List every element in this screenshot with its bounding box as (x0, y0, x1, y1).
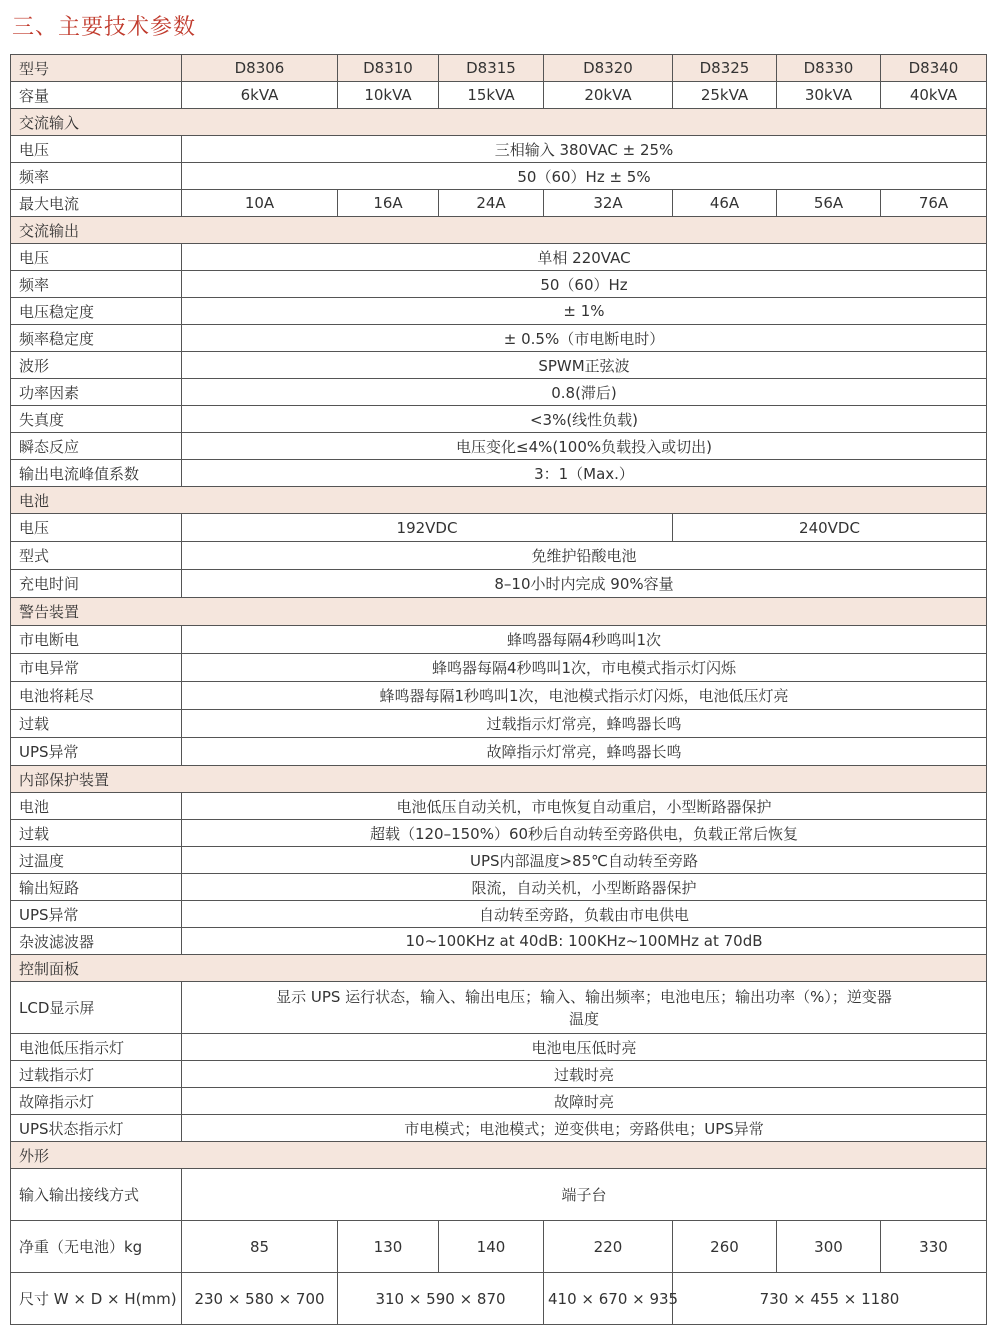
row-label: 瞬态反应 (11, 433, 182, 460)
spec-row (11, 793, 987, 820)
spec-row (11, 847, 987, 874)
row-value: 蜂鸣器每隔1秒鸣叫1次，电池模式指示灯闪烁，电池低压灯亮 (182, 682, 987, 710)
section-battery (11, 487, 987, 514)
section-heading: 内部保护装置 (11, 766, 987, 793)
row-label: 过温度 (11, 847, 182, 874)
size-cell: 730 × 455 × 1180 (673, 1273, 987, 1325)
spec-table (10, 54, 987, 1325)
row-label: 波形 (11, 352, 182, 379)
current-cell: 32A (544, 190, 673, 217)
weight-cell: 260 (673, 1221, 777, 1273)
row-label: 失真度 (11, 406, 182, 433)
row-value: 过载时亮 (182, 1061, 987, 1088)
current-cell: 16A (338, 190, 439, 217)
spec-row (11, 1088, 987, 1115)
row-label: 市电异常 (11, 654, 182, 682)
battery-voltage-row (11, 514, 987, 542)
spec-row (11, 901, 987, 928)
row-value: 50（60）Hz (182, 271, 987, 298)
section-appearance (11, 1142, 987, 1169)
row-value: 市电模式；电池模式；逆变供电；旁路供电；UPS异常 (182, 1115, 987, 1142)
weight-cell: 330 (881, 1221, 987, 1273)
spec-row (11, 928, 987, 955)
row-label: 电池 (11, 793, 182, 820)
weight-cell: 300 (777, 1221, 881, 1273)
capacity-cell: 20kVA (544, 82, 673, 109)
row-value: 0.8(滞后) (182, 379, 987, 406)
row-value: 蜂鸣器每隔4秒鸣叫1次 (182, 626, 987, 654)
battery-voltage-b: 240VDC (673, 514, 987, 542)
row-label: 功率因素 (11, 379, 182, 406)
row-label: 充电时间 (11, 570, 182, 598)
model-cell: D8320 (544, 55, 673, 82)
row-label: 输出电流峰值系数 (11, 460, 182, 487)
row-value: 电池电压低时亮 (182, 1034, 987, 1061)
spec-row (11, 352, 987, 379)
spec-row (11, 298, 987, 325)
row-label: 电压稳定度 (11, 298, 182, 325)
model-cell: D8325 (673, 55, 777, 82)
row-value: ± 1% (182, 298, 987, 325)
row-value: UPS内部温度>85℃自动转至旁路 (182, 847, 987, 874)
wiring-row (11, 1169, 987, 1221)
row-label: 频率 (11, 163, 182, 190)
weight-cell: 130 (338, 1221, 439, 1273)
row-label: 型式 (11, 542, 182, 570)
row-value: 三相输入 380VAC ± 25% (182, 136, 987, 163)
row-label: 电压 (11, 514, 182, 542)
row-label: 市电断电 (11, 626, 182, 654)
row-value: 故障时亮 (182, 1088, 987, 1115)
row-label: 净重（无电池）kg (11, 1221, 182, 1273)
spec-row (11, 1115, 987, 1142)
row-value: <3%(线性负载) (182, 406, 987, 433)
current-cell: 24A (439, 190, 544, 217)
page-title: 三、主要技术参数 (12, 15, 197, 40)
capacity-cell: 40kVA (881, 82, 987, 109)
capacity-cell: 15kVA (439, 82, 544, 109)
row-value: ± 0.5%（市电断电时） (182, 325, 987, 352)
lcd-row (11, 982, 987, 1034)
row-label: LCD显示屏 (11, 982, 182, 1034)
row-label: 电池低压指示灯 (11, 1034, 182, 1061)
row-value: 单相 220VAC (182, 244, 987, 271)
model-label: 型号 (11, 55, 182, 82)
model-cell: D8306 (182, 55, 338, 82)
spec-row (11, 325, 987, 352)
spec-row (11, 163, 987, 190)
row-label: 过载 (11, 710, 182, 738)
size-cell: 230 × 580 × 700 (182, 1273, 338, 1325)
spec-row (11, 433, 987, 460)
spec-row (11, 460, 987, 487)
section-alarm (11, 598, 987, 626)
model-cell: D8315 (439, 55, 544, 82)
row-value: 故障指示灯常亮，蜂鸣器长鸣 (182, 738, 987, 766)
row-label: 最大电流 (11, 190, 182, 217)
row-value: 显示 UPS 运行状态，输入、输出电压；输入、输出频率；电池电压；输出功率（%）；逆变器温度 (182, 982, 987, 1034)
weight-row (11, 1221, 987, 1273)
row-value: 自动转至旁路，负载由市电供电 (182, 901, 987, 928)
spec-row (11, 682, 987, 710)
capacity-row (11, 82, 987, 109)
spec-row (11, 244, 987, 271)
row-value: SPWM正弦波 (182, 352, 987, 379)
spec-row (11, 379, 987, 406)
row-label: UPS状态指示灯 (11, 1115, 182, 1142)
spec-row (11, 874, 987, 901)
capacity-cell: 6kVA (182, 82, 338, 109)
row-value: 免维护铅酸电池 (182, 542, 987, 570)
row-value: 超载（120–150%）60秒后自动转至旁路供电，负载正常后恢复 (182, 820, 987, 847)
row-label: 电压 (11, 244, 182, 271)
model-cell: D8340 (881, 55, 987, 82)
section-heading: 电池 (11, 487, 987, 514)
current-cell: 56A (777, 190, 881, 217)
section-ac-output (11, 217, 987, 244)
model-row (11, 55, 987, 82)
row-label: 输入输出接线方式 (11, 1169, 182, 1221)
battery-voltage-a: 192VDC (182, 514, 673, 542)
section-panel (11, 955, 987, 982)
spec-row (11, 626, 987, 654)
spec-row (11, 654, 987, 682)
section-heading: 交流输出 (11, 217, 987, 244)
row-label: 频率稳定度 (11, 325, 182, 352)
weight-cell: 140 (439, 1221, 544, 1273)
spec-row (11, 570, 987, 598)
current-cell: 10A (182, 190, 338, 217)
section-heading: 交流输入 (11, 109, 987, 136)
capacity-cell: 10kVA (338, 82, 439, 109)
row-value: 电池低压自动关机，市电恢复自动重启，小型断路器保护 (182, 793, 987, 820)
row-label: 杂波滤波器 (11, 928, 182, 955)
row-label: 电压 (11, 136, 182, 163)
capacity-cell: 25kVA (673, 82, 777, 109)
section-ac-input (11, 109, 987, 136)
capacity-cell: 30kVA (777, 82, 881, 109)
section-heading: 外形 (11, 1142, 987, 1169)
spec-row (11, 271, 987, 298)
row-value: 3：1（Max.） (182, 460, 987, 487)
row-value: 端子台 (182, 1169, 987, 1221)
max-current-row (11, 190, 987, 217)
capacity-label: 容量 (11, 82, 182, 109)
weight-cell: 220 (544, 1221, 673, 1273)
row-value: 过载指示灯常亮，蜂鸣器长鸣 (182, 710, 987, 738)
row-label: 故障指示灯 (11, 1088, 182, 1115)
section-protection (11, 766, 987, 793)
row-label: 尺寸 W × D × H(mm) (11, 1273, 182, 1325)
weight-cell: 85 (182, 1221, 338, 1273)
spec-row (11, 710, 987, 738)
row-value: 限流，自动关机，小型断路器保护 (182, 874, 987, 901)
row-value: 电压变化≤4%(100%负载投入或切出) (182, 433, 987, 460)
spec-row (11, 1034, 987, 1061)
row-label: 输出短路 (11, 874, 182, 901)
model-cell: D8330 (777, 55, 881, 82)
size-cell: 410 × 670 × 935 (544, 1273, 673, 1325)
row-value: 50（60）Hz ± 5% (182, 163, 987, 190)
current-cell: 46A (673, 190, 777, 217)
section-heading: 控制面板 (11, 955, 987, 982)
row-label: 电池将耗尽 (11, 682, 182, 710)
model-cell: D8310 (338, 55, 439, 82)
row-label: UPS异常 (11, 738, 182, 766)
row-value: 10~100KHz at 40dB: 100KHz~100MHz at 70dB (182, 928, 987, 955)
row-label: 过载 (11, 820, 182, 847)
spec-row (11, 820, 987, 847)
row-label: 过载指示灯 (11, 1061, 182, 1088)
row-value: 8–10小时内完成 90%容量 (182, 570, 987, 598)
spec-row (11, 136, 987, 163)
row-label: 频率 (11, 271, 182, 298)
row-value: 蜂鸣器每隔4秒鸣叫1次，市电模式指示灯闪烁 (182, 654, 987, 682)
current-cell: 76A (881, 190, 987, 217)
spec-row (11, 542, 987, 570)
size-row (11, 1273, 987, 1325)
spec-row (11, 406, 987, 433)
row-label: UPS异常 (11, 901, 182, 928)
spec-row (11, 1061, 987, 1088)
section-heading: 警告装置 (11, 598, 987, 626)
spec-row (11, 738, 987, 766)
size-cell: 310 × 590 × 870 (338, 1273, 544, 1325)
